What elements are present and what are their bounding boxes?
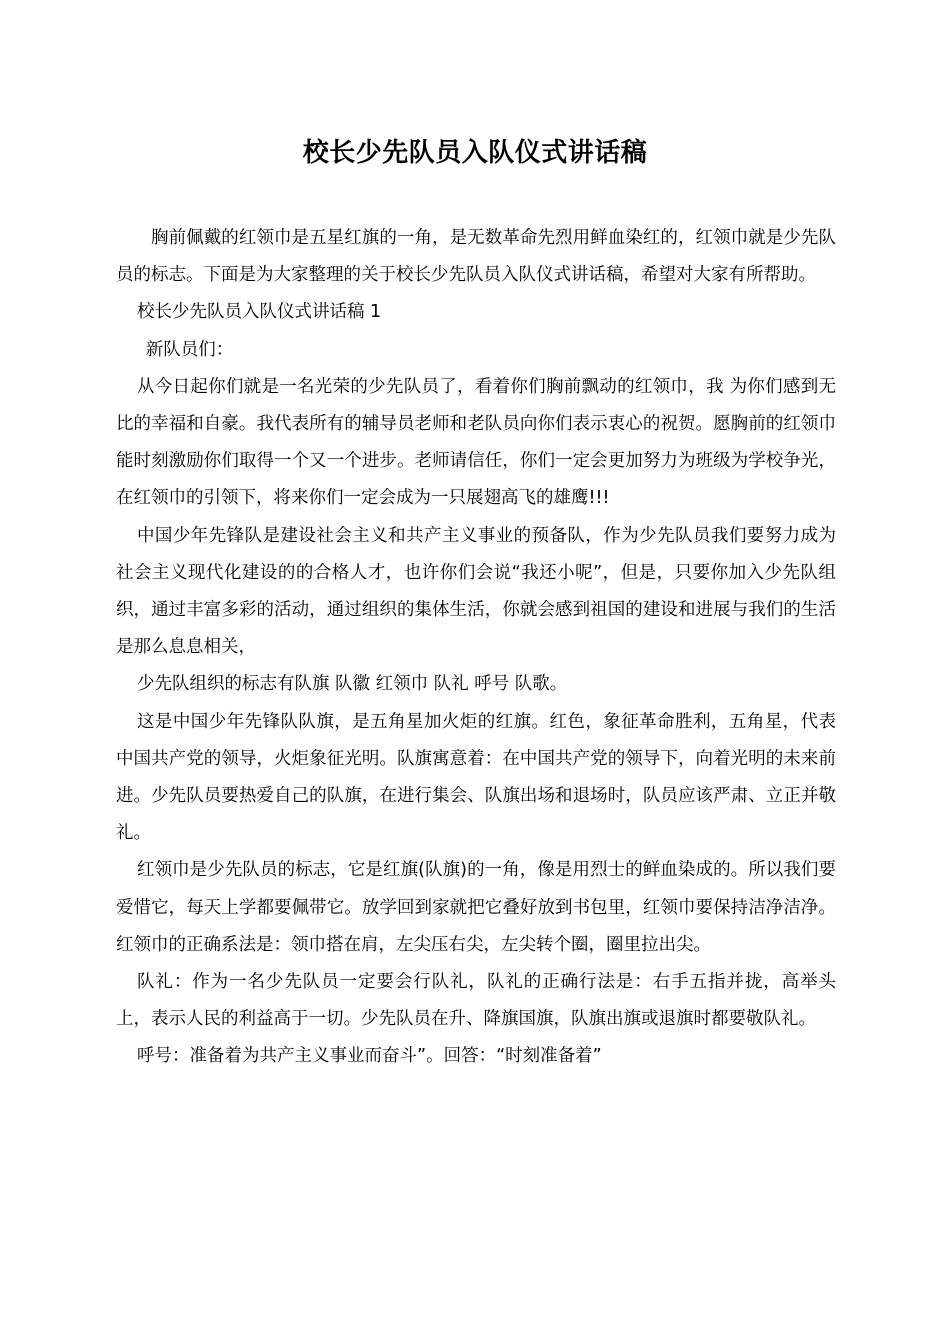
body-paragraph: 红领巾是少先队员的标志，它是红旗(队旗)的一角，像是用烈士的鲜血染成的。所以我们要爱惜它，每天上学都要佩带它。放学回到家就把它叠好放到书包里，红领巾要保持洁净洁净。红领巾的正确系法是：领巾搭在肩，左尖压右尖，左尖转个圈，圈里拉出尖。	[116, 860, 836, 955]
intro-paragraph: 胸前佩戴的红领巾是五星红旗的一角，是无数革命先烈用鲜血染红的，红领巾就是少先队员的标志。下面是为大家整理的关于校长少先队员入队仪式讲话稿，希望对大家有所帮助。	[116, 228, 836, 286]
document-title: 校长少先队员入队仪式讲话稿	[302, 138, 648, 168]
body-paragraph: 少先队组织的标志有队旗 队徽 红领巾 队礼 呼号 队歌。	[137, 674, 568, 695]
body-paragraph: 这是中国少年先锋队队旗，是五角星加火炬的红旗。红色，象征革命胜利，五角星，代表中国共产党的领导，火炬象征光明。队旗寓意着：在中国共产党的领导下，向着光明的未来前进。少先队员要热爱自己的队旗，在进行集会、队旗出场和退场时，队员应该严肃、立正并敬礼。	[116, 711, 836, 844]
body-paragraph: 呼号：准备着为共产主义事业而奋斗”。回答：“时刻准备着”	[137, 1046, 602, 1067]
body-paragraph: 从今日起你们就是一名光荣的少先队员了，看着你们胸前飘动的红领巾，我 为你们感到无比的幸福和自豪。我代表所有的辅导员老师和老队员向你们表示衷心的祝贺。愿胸前的红领巾能时刻激励你们取得一个又一个进步。老师请信任，你们一定会更加努力为班级为学校争光，在红领巾的引领下，将来你们一定会成为一只展翅高飞的雄鹰!!!	[116, 376, 836, 509]
body-paragraph: 队礼：作为一名少先队员一定要会行队礼，队礼的正确行法是：右手五指并拢，高举头上，表示人民的利益高于一切。少先队员在升、降旗国旗，队旗出旗或退旗时都要敬队礼。	[116, 972, 836, 1030]
section-heading: 校长少先队员入队仪式讲话稿 1	[137, 302, 382, 323]
document-body	[116, 220, 836, 1076]
salutation: 新队员们：	[145, 339, 234, 360]
body-paragraph: 中国少年先锋队是建设社会主义和共产主义事业的预备队，作为少先队员我们要努力成为社会主义现代化建设的的合格人才，也许你们会说“我还小呢”，但是，只要你加入少先队组织，通过丰富多彩的活动，通过组织的集体生活，你就会感到祖国的建设和进展与我们的生活是那么息息相关，	[116, 525, 836, 658]
